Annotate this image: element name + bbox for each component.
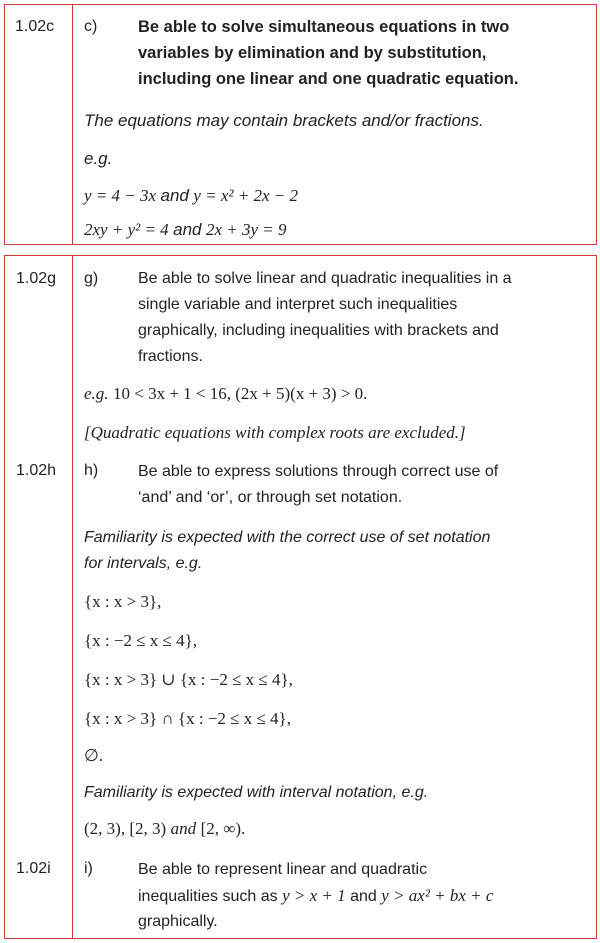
item-letter: g) [84, 270, 99, 287]
objective-line: graphically, including inequalities with brackets and [138, 322, 499, 339]
table-border-right [596, 4, 597, 245]
item-letter: i) [84, 860, 93, 877]
objective-line: fractions. [138, 348, 203, 365]
table-border-row-divider [4, 255, 597, 256]
objective-line: Be able to solve simultaneous equations in two [138, 18, 510, 36]
item-letter: h) [84, 462, 99, 479]
empty-set-example: ∅. [84, 746, 104, 765]
inequality: y > ax² + bx + c [381, 886, 494, 905]
column-divider [72, 4, 73, 245]
objective-line: single variable and interpret such inequalities [138, 296, 458, 313]
objective-line: inequalities such as y > x + 1 and y > ax² + bx + c [138, 886, 494, 905]
table-border-row-divider [4, 244, 597, 245]
example-equation-pair [84, 183, 298, 208]
conjunction: and [170, 819, 197, 838]
item-letter: c) [84, 18, 98, 35]
objective-line: variables by elimination and by substitution, [138, 44, 487, 62]
table-border-left [4, 255, 5, 939]
set-notation-example: {x : −2 ≤ x ≤ 4}, [84, 631, 198, 650]
conjunction: and [173, 220, 202, 239]
objective-line: ‘and’ and ‘or’, or through set notation. [138, 489, 403, 506]
equation: y = x² + 2x − 2 [193, 186, 298, 205]
example-label: e.g. [84, 149, 113, 168]
example-equation-pair [84, 217, 287, 242]
objective-line: Be able to express solutions through correct use of [138, 463, 499, 480]
guidance-note: Familiarity is expected with interval notation, e.g. [84, 784, 429, 801]
spec-code: 1.02i [16, 860, 51, 877]
objective-line: Be able to solve linear and quadratic inequalities in a [138, 270, 512, 287]
equation: y = 4 − 3x [84, 186, 157, 205]
table-border-right [596, 255, 597, 939]
example-label: e.g. [84, 384, 109, 403]
spec-code: 1.02h [16, 462, 57, 479]
set-notation-example: {x : x > 3}, [84, 592, 162, 611]
set-notation-example: {x : x > 3} ∪ {x : −2 ≤ x ≤ 4}, [84, 670, 293, 689]
guidance-note: Familiarity is expected with the correct use of set notation [84, 529, 491, 546]
set-notation-example: {x : x > 3} ∩ {x : −2 ≤ x ≤ 4}, [84, 709, 291, 728]
interval-notation-example: (2, 3), [2, 3) and [2, ∞). [84, 819, 246, 838]
table-border-left [4, 4, 5, 245]
column-divider [72, 255, 73, 939]
spec-code: 1.02c [15, 18, 55, 35]
conjunction: and [160, 186, 189, 205]
inequality: y > x + 1 [282, 886, 346, 905]
example-inequalities [84, 384, 367, 404]
objective-line: Be able to represent linear and quadratic [138, 861, 428, 878]
equation: 2xy + y² = 4 [84, 220, 169, 239]
exclusion-note: [Quadratic equations with complex roots are excluded.] [84, 423, 466, 442]
table-border-bottom [4, 938, 597, 939]
guidance-note: The equations may contain brackets and/or fractions. [84, 111, 484, 130]
equation: 2x + 3y = 9 [205, 220, 287, 239]
guidance-note: for intervals, e.g. [84, 555, 203, 572]
spec-code: 1.02g [16, 270, 57, 287]
objective-line: graphically. [138, 913, 218, 930]
table-border-top [4, 4, 597, 5]
objective-line: including one linear and one quadratic equation. [138, 70, 519, 88]
inequality-examples: 10 < 3x + 1 < 16, (2x + 5)(x + 3) > 0. [113, 384, 368, 403]
